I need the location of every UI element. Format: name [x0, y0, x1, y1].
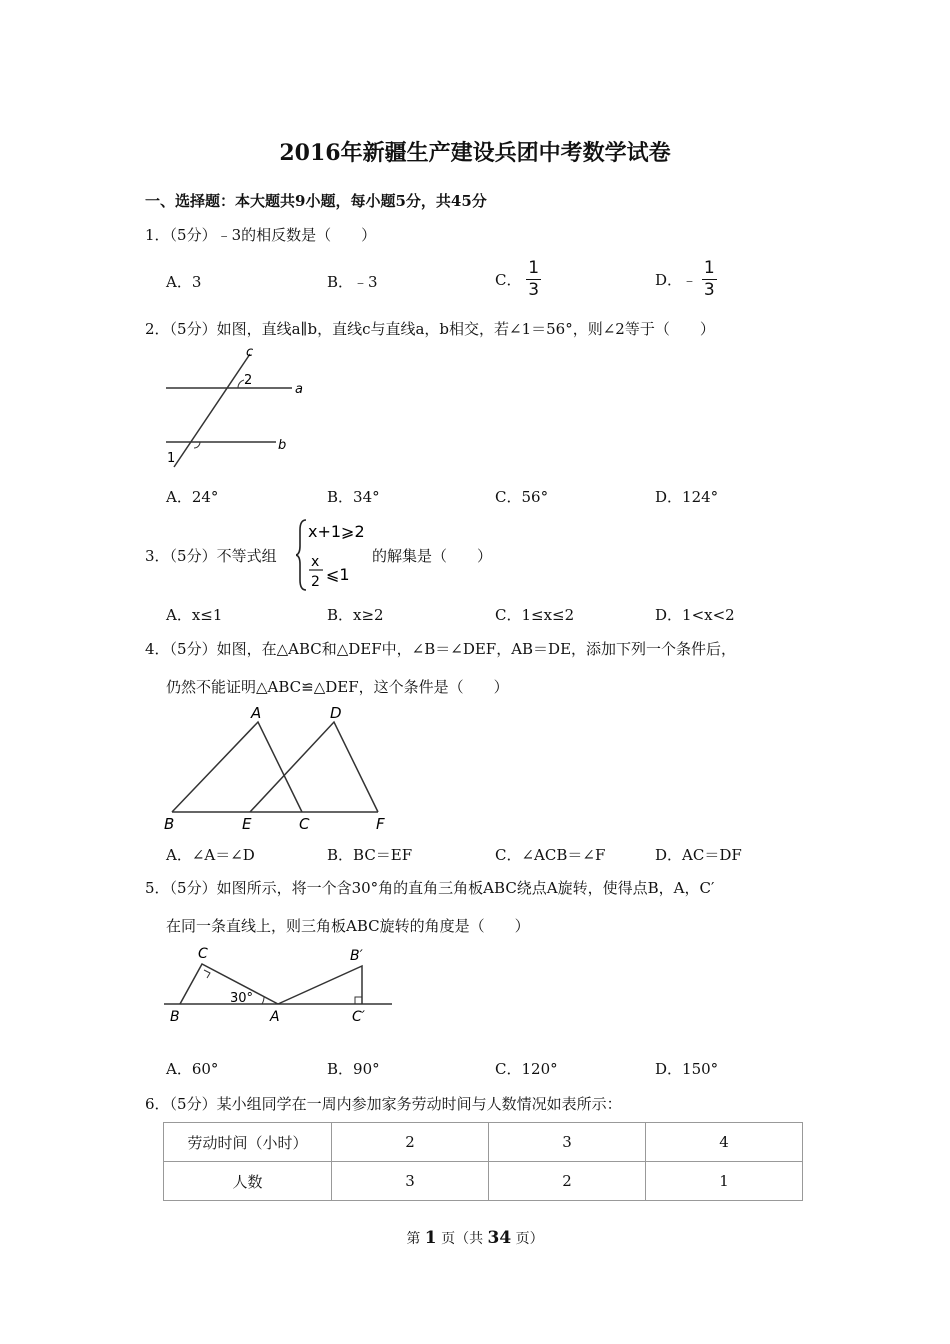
rotation-figure: [160, 940, 400, 1030]
label-E: E: [242, 815, 252, 833]
question-5: [145, 877, 714, 898]
question-1: [145, 224, 376, 245]
fraction-one-third: [526, 260, 541, 299]
footer-prefix: 第: [406, 1231, 421, 1247]
table-cell: 3: [489, 1123, 646, 1162]
fraction-one-third: [702, 260, 717, 299]
label-angle-1: 1: [167, 451, 176, 466]
q2-option-b: B．34°: [327, 488, 380, 506]
label-30-degrees: 30°: [230, 991, 254, 1006]
question-number: 5．: [145, 879, 170, 897]
table-cell: 1: [646, 1162, 803, 1201]
question-number: 1．: [145, 226, 170, 244]
inequality-fraction-num: x: [311, 554, 320, 570]
footer-middle: 页（共: [441, 1231, 484, 1247]
section-heading: 一、选择题：本大题共9小题，每小题5分，共45分: [145, 192, 487, 210]
label-B-prime: B′: [350, 948, 363, 964]
label-a: a: [295, 382, 303, 397]
fraction-numerator: 1: [703, 258, 715, 278]
label-A: A: [270, 1009, 280, 1025]
question-number: 6．: [145, 1095, 170, 1113]
question-2: [145, 318, 715, 339]
table-row: [164, 1123, 803, 1162]
option-label: D．﹣: [655, 271, 698, 289]
q5-option-d: D．150°: [655, 1060, 719, 1078]
q5-option-c: C．120°: [495, 1060, 558, 1078]
q3-option-d: D．1<x<2: [655, 606, 735, 624]
question-5-line-2: 在同一条直线上，则三角板ABC旋转的角度是（ ）: [166, 917, 530, 935]
data-table: [163, 1122, 803, 1201]
q3-option-b: B．x≥2: [327, 606, 384, 624]
label-C-prime: C′: [352, 1009, 365, 1025]
table-cell: 3: [332, 1162, 489, 1201]
question-text: （5分）某小组同学在一周内参加家务劳动时间与人数情况如表所示：: [169, 1095, 622, 1113]
total-pages: 34: [487, 1228, 512, 1248]
label-angle-2: 2: [244, 373, 253, 388]
question-text: （5分）如图，直线a∥b，直线c与直线a，b相交，若∠1＝56°，则∠2等于（ ）: [169, 320, 715, 338]
q3-option-a: A．x≤1: [166, 606, 223, 624]
fraction-numerator: 1: [528, 258, 540, 278]
question-4: [145, 638, 736, 659]
q1-option-c: [495, 260, 541, 299]
q1-option-a: A．3: [166, 273, 202, 291]
question-text: （5分）﹣3的相反数是（ ）: [169, 226, 377, 244]
table-row: [164, 1162, 803, 1201]
question-number: 4．: [145, 640, 170, 658]
inequality-fraction-den: 2: [311, 574, 320, 590]
inequality-line-1: x+1⩾2: [308, 522, 365, 541]
page-title: 2016年新疆生产建设兵团中考数学试卷: [279, 140, 671, 166]
table-cell: 4: [646, 1123, 803, 1162]
label-D: D: [330, 704, 342, 722]
label-C: C: [299, 815, 310, 833]
q4-option-a: A．∠A＝∠D: [166, 846, 255, 864]
table-cell: 2: [332, 1123, 489, 1162]
q5-option-b: B．90°: [327, 1060, 380, 1078]
question-6: [145, 1093, 622, 1114]
q2-option-a: A．24°: [166, 488, 219, 506]
inequality-line-2: ⩽1: [326, 565, 350, 584]
q4-option-b: B．BC＝EF: [327, 846, 413, 864]
q2-option-c: C．56°: [495, 488, 549, 506]
page-footer: [0, 1228, 950, 1248]
parallel-lines-figure: [160, 342, 320, 472]
question-text-line-1: （5分）如图所示，将一个含30°角的直角三角板ABC绕点A旋转，使得点B，A，C′: [169, 879, 715, 897]
question-text-line-1: （5分）如图，在△ABC和△DEF中，∠B＝∠DEF，AB＝DE，添加下列一个条件后，: [169, 640, 737, 658]
question-text: （5分）不等式组: [169, 547, 277, 565]
question-3-stem: [145, 545, 277, 566]
fraction-denominator: 3: [528, 280, 540, 300]
inequality-system: [296, 518, 366, 592]
question-4-line-2: 仍然不能证明△ABC≌△DEF，这个条件是（ ）: [166, 678, 509, 696]
q2-option-d: D．124°: [655, 488, 719, 506]
q4-option-c: C．∠ACB＝∠F: [495, 846, 606, 864]
label-A: A: [251, 704, 262, 722]
label-B: B: [170, 1009, 180, 1025]
question-number: 2．: [145, 320, 170, 338]
label-F: F: [376, 815, 385, 833]
fraction-denominator: 3: [703, 280, 715, 300]
label-c: c: [246, 345, 254, 360]
table-cell: 人数: [164, 1162, 332, 1201]
footer-suffix: 页）: [515, 1231, 544, 1247]
page-number: 1: [424, 1228, 437, 1248]
q3-option-c: C．1≤x≤2: [495, 606, 575, 624]
option-label: C．: [495, 271, 522, 289]
table-cell: 劳动时间（小时）: [164, 1123, 332, 1162]
label-b: b: [278, 438, 287, 453]
q5-option-a: A．60°: [166, 1060, 219, 1078]
triangles-figure: [160, 702, 400, 837]
q1-option-d: [655, 260, 717, 299]
q4-option-d: D．AC＝DF: [655, 846, 742, 864]
question-number: 3．: [145, 547, 170, 565]
label-C: C: [198, 946, 208, 962]
question-3-tail: 的解集是（ ）: [372, 547, 493, 565]
table-cell: 2: [489, 1162, 646, 1201]
label-B: B: [164, 815, 175, 833]
q1-option-b: B．﹣3: [327, 273, 378, 291]
